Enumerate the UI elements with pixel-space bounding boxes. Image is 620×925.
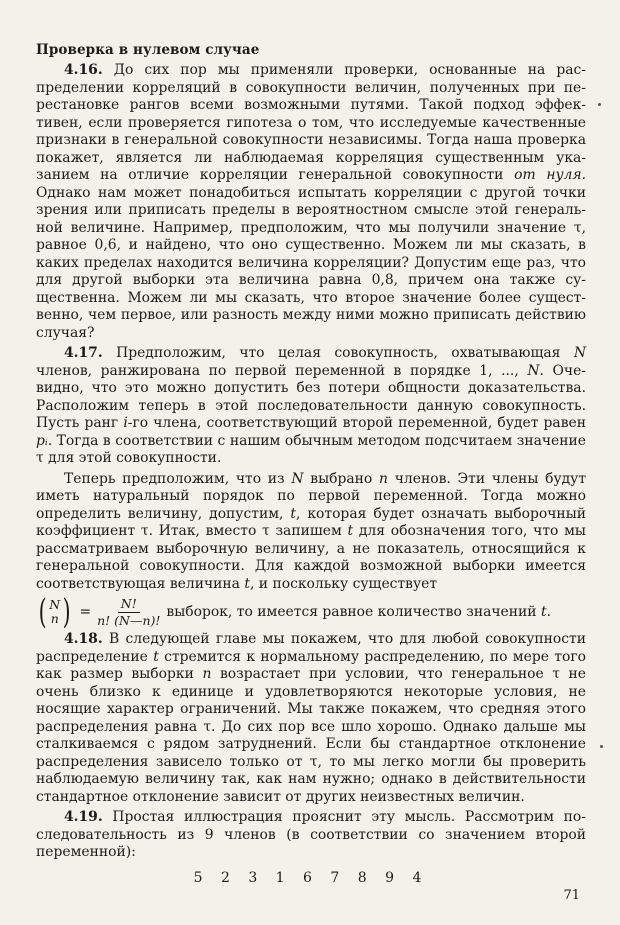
text-run: .	[546, 603, 551, 620]
fraction-denominator: n! (N—n)!	[97, 612, 161, 628]
text-run: выборок, то имеется равное количество значений	[166, 603, 537, 620]
text-run: стремится к нормальному распределению, по мере того как размер выборки	[36, 648, 586, 682]
section-number: 4.16.	[64, 62, 103, 78]
number-sequence: 5 2 3 1 6 7 8 9 4	[193, 869, 429, 886]
text-run: Простая иллюстрация прояснит эту мысль. Рассмотрим последовательность из 9 членов (в соответствии со значением второй переменной):	[36, 809, 586, 860]
right-paren: )	[62, 592, 71, 632]
page-number: 71	[563, 888, 580, 903]
paragraph-text: До сих пор мы применяли проверки, основанные на распределении корреляций в совокупности величин, полученных при перестановке рангов всеми возможными путями. Такой подход эффективен, если проверяется гипотеза о том, что исследуемые качественные признаки в генеральной совокупности независимы. Тогда наша проверка покажет, является ли наблюдаемая корреляция существенным указанием на отличие корреляции генеральной совокупности	[36, 62, 586, 183]
paragraph-4-16	[36, 62, 586, 342]
math-symbol: t	[540, 603, 547, 620]
text-run: , которая будет означать выборочный коэффициент τ. Итак, вместо τ запишем	[36, 505, 587, 539]
text-run: Теперь предположим, что из	[64, 470, 285, 487]
text-run: -го члена, соответствующий второй переменной, будет равен	[127, 415, 586, 431]
text-run: членов, ранжирована по первой переменной в порядке 1, ...,	[36, 362, 519, 379]
text-run: В следующей главе мы покажем, что для любой совокупности распределение	[36, 631, 586, 665]
math-symbol: i	[123, 415, 128, 431]
binomial-stack	[49, 598, 60, 626]
binomial-coefficient	[36, 592, 73, 632]
equals-sign: =	[79, 603, 92, 620]
text-run: Предположим, что целая совокупность, охватывающая	[116, 345, 561, 361]
math-symbol: t	[290, 505, 296, 522]
text-run: выбрано	[310, 470, 373, 487]
formula-text	[166, 604, 586, 621]
paragraph-4-17	[36, 345, 586, 468]
section-number: 4.17.	[64, 345, 103, 361]
text-run: . Тогда в соответствии с нашим обычным методом подсчитаем значение τ для этой совокупности.	[36, 432, 586, 466]
math-symbol: n	[379, 470, 388, 487]
paragraph-4-18	[36, 631, 586, 806]
math-symbol: n	[202, 666, 212, 682]
paragraph-text: Однако нам может понадобиться испытать корреляции с другой точки зрения или приписать пределы в вероятностном смысле этой генеральной величине. Например, предположим, что мы получили значение τ, равное 0,6, и найдено, что оно существенно. Можем ли мы сказать, в каких пределах находится величина корреляции? Допустим еще раз, что для другой выборки эта величина равна 0,8, причем она также существенна. Можем ли мы сказать, что второе значение более существенно, чем первое, или разность между ними можно приписать действию случая?	[36, 184, 586, 341]
text-run: . Очевидно, что это можно допустить без потери общности доказательства. Расположим теперь в этой последовательности данную совокупность. Пусть ранг	[36, 362, 586, 431]
binom-top: N	[49, 597, 61, 612]
section-heading: Проверка в нулевом случае	[36, 42, 260, 58]
scan-speck	[600, 745, 603, 748]
fraction-numerator: N!	[118, 597, 140, 613]
paragraph-4-19	[36, 809, 586, 862]
fraction	[97, 597, 160, 628]
text-run: членов. Эти члены будут иметь натуральный порядок по первой переменной. Тогда можно определить величину, допустим,	[36, 470, 587, 522]
binomial-formula	[36, 592, 586, 632]
text-run: возрастает при условии, что генеральное τ не очень близко к единице и удовлетворяются некоторые условия, не носящие характер ограничений. Мы также покажем, что средняя этого распределения равна τ. До сих пор все шло хорошо. Однако дальше мы сталкиваемся с рядом затруднений. Если бы стандартное отклонение распределения зависело только от τ, то мы легко могли бы проверить наблюдаемую величину так, как нам нужно; однако в действительности стандартное отклонение зависит от других неизвестных величин.	[36, 666, 586, 805]
text-run: для обозначения того, что мы рассматриваем выборочную величину, а не показатель, относящийся к генеральной совокупности. Для каждой возможной выборки имеется соответствующая величина	[36, 523, 586, 592]
scan-speck	[598, 103, 601, 106]
section-number: 4.18.	[64, 631, 103, 647]
math-symbol: t	[347, 523, 354, 539]
math-symbol: t	[153, 648, 159, 665]
text-run: , и поскольку существует	[249, 575, 438, 592]
math-symbol: N	[291, 470, 304, 487]
math-symbol: N	[527, 362, 540, 379]
paragraph-4-17-continued	[36, 471, 586, 594]
binom-bottom: n	[50, 611, 59, 626]
emphasis-text: от нуля.	[514, 167, 586, 183]
section-number: 4.19.	[64, 809, 103, 825]
math-symbol: t	[244, 575, 250, 592]
left-paren: (	[38, 592, 47, 632]
math-symbol: pᵢ	[36, 432, 48, 449]
math-symbol: N	[573, 345, 587, 361]
